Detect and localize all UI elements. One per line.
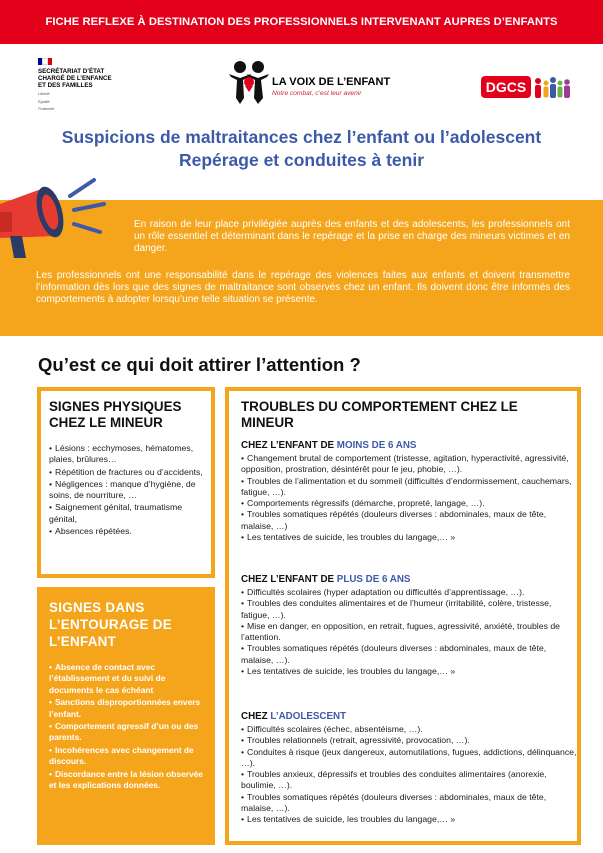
group-under-6 [241, 440, 577, 543]
list-item: • Discordance entre la lésion observée et les explications données. [49, 769, 211, 792]
list-item: • Troubles somatiques répétés (douleurs diverses : abdominales, maux de tête, malaise, …). [241, 643, 577, 666]
dgcs-logo [481, 74, 573, 102]
page-title: Suspicions de maltraitances chez l’enfant ou l’adolescent [61, 127, 542, 147]
list-item: • Troubles des conduites alimentaires et de l’humeur (irritabilité, colère, tristesse, fatigue, …). [241, 598, 577, 621]
group-adolescent [241, 711, 577, 826]
physical-signs-box [37, 387, 215, 578]
voix-name: LA VOIX DE L’ENFANT [272, 76, 391, 88]
group-list [241, 587, 577, 677]
list-item: • Troubles anxieux, dépressifs et troubles des conduites alimentaires (anorexie, boulimie, …). [241, 769, 577, 792]
list-item: • Mise en danger, en opposition, en retrait, fugues, agressivité, anxiété, troubles de l’attention. [241, 621, 577, 644]
group-title-prefix: CHEZ [241, 711, 271, 722]
secretariat-line-1: SECRÉTARIAT D’ÉTAT [38, 68, 105, 75]
environment-signs-list [49, 662, 211, 792]
list-item: • Comportements régressifs (démarche, propreté, langage, …). [241, 498, 577, 509]
french-flag-icon [38, 58, 52, 65]
physical-signs-title: SIGNES PHYSIQUES CHEZ LE MINEUR [49, 399, 182, 430]
voix-enfant-logo [226, 58, 406, 106]
secretariat-line-3: ET DES FAMILLES [38, 82, 93, 89]
list-item: • Difficultés scolaires (hyper adaptation ou difficultés d’apprentissage, …). [241, 587, 577, 598]
group-title [241, 574, 577, 586]
children-figures-icon [226, 58, 272, 106]
people-figures-icon [533, 74, 571, 102]
group-list [241, 724, 577, 826]
page-subtitle: Repérage et conduites à tenir [178, 150, 425, 170]
list-item: • Conduites à risque (jeux dangereux, automutilations, fugues, addictions, délinquance, …). [241, 747, 577, 770]
group-title [241, 711, 577, 723]
list-item: • Difficultés scolaires (échec, absentéisme, …). [241, 724, 577, 735]
list-item: • Absence de contact avec l’établissement et du suivi de documents le cas échéant [49, 662, 211, 696]
list-item: • Les tentatives de suicide, les troubles du langage,… » [241, 532, 577, 543]
motto-fraternite: Fraternité [38, 107, 55, 112]
group-title-accent: L’ADOLESCENT [270, 711, 347, 722]
list-item: • Sanctions disproportionnées envers l’enfant. [49, 697, 211, 720]
group-over-6 [241, 574, 577, 677]
group-title [241, 440, 577, 452]
intro-paragraph-2: Les professionnels ont une responsabilité dans le repérage des violences faites aux enfants et doivent transmettre l’information dès lors que des signes de maltraitance sont observés chez un enfant. Ils doivent donc être informés des comportements à adopter lorsqu’une telle situation se présente. [36, 270, 570, 305]
group-title-prefix: CHEZ L’ENFANT DE [241, 440, 337, 451]
list-item: • Comportement agressif d’un ou des parents. [49, 721, 211, 744]
list-item: • Lésions : ecchymoses, hématomes, plaies, brûlures… [49, 443, 211, 466]
list-item: • Absences répétées. [49, 526, 211, 537]
intro-paragraph-1: En raison de leur place privilégiée auprès des enfants et des adolescents, les professionnels ont un rôle essentiel et déterminant dans le repérage et la prise en charge des mineurs victimes et en danger. [134, 219, 570, 254]
megaphone-icon [0, 166, 110, 266]
list-item: • Les tentatives de suicide, les troubles du langage,… » [241, 814, 577, 825]
list-item: • Troubles de l’alimentation et du sommeil (difficultés d’endormissement, cauchemars, fatigue, …). [241, 476, 577, 499]
top-banner: FICHE REFLEXE À DESTINATION DES PROFESSIONNELS INTERVENANT AUPRES D’ENFANTS [0, 0, 603, 44]
behaviour-box [225, 387, 581, 845]
list-item: • Troubles somatiques répétés (douleurs diverses : abdominales, maux de tête, malaise, …) [241, 509, 577, 532]
list-item: • Incohérences avec changement de discours. [49, 745, 211, 768]
secretariat-logo [38, 58, 158, 112]
list-item: • Les tentatives de suicide, les troubles du langage,… » [241, 666, 577, 677]
dgcs-badge: DGCS [481, 76, 531, 98]
group-title-accent: PLUS DE 6 ANS [336, 574, 411, 585]
physical-signs-list [49, 443, 211, 538]
group-title-prefix: CHEZ L’ENFANT DE [241, 574, 337, 585]
environment-signs-box [37, 587, 215, 845]
list-item: • Troubles somatiques répétés (douleurs diverses : abdominales, maux de tête, malaise, …). [241, 792, 577, 815]
list-item: • Troubles relationnels (retrait, agressivité, provocation, …). [241, 735, 577, 746]
group-title-accent: MOINS DE 6 ANS [336, 440, 417, 451]
list-item: • Négligences : manque d’hygiène, de soins, de nourriture, … [49, 479, 211, 502]
voix-tagline: Notre combat, c’est leur avenir [272, 90, 362, 97]
list-item: • Saignement génital, traumatisme génital, [49, 502, 211, 525]
environment-signs-title: SIGNES DANS L’ENTOURAGE DE L’ENFANT [49, 600, 172, 649]
motto-egalite: Égalité [38, 99, 50, 104]
secretariat-line-2: CHARGÉ DE L’ENFANCE [38, 75, 112, 82]
section-heading: Qu’est ce qui doit attirer l’attention ? [38, 354, 361, 375]
list-item: • Répétition de fractures ou d’accidents, [49, 467, 211, 478]
motto-liberte: Liberté [38, 92, 50, 96]
list-item: • Changement brutal de comportement (tristesse, agitation, hyperactivité, agressivité, opposition, prostration, désintérêt pour le jeu, phobie, …). [241, 453, 577, 476]
group-list [241, 453, 577, 543]
behaviour-title: TROUBLES DU COMPORTEMENT CHEZ LE MINEUR [241, 399, 518, 430]
